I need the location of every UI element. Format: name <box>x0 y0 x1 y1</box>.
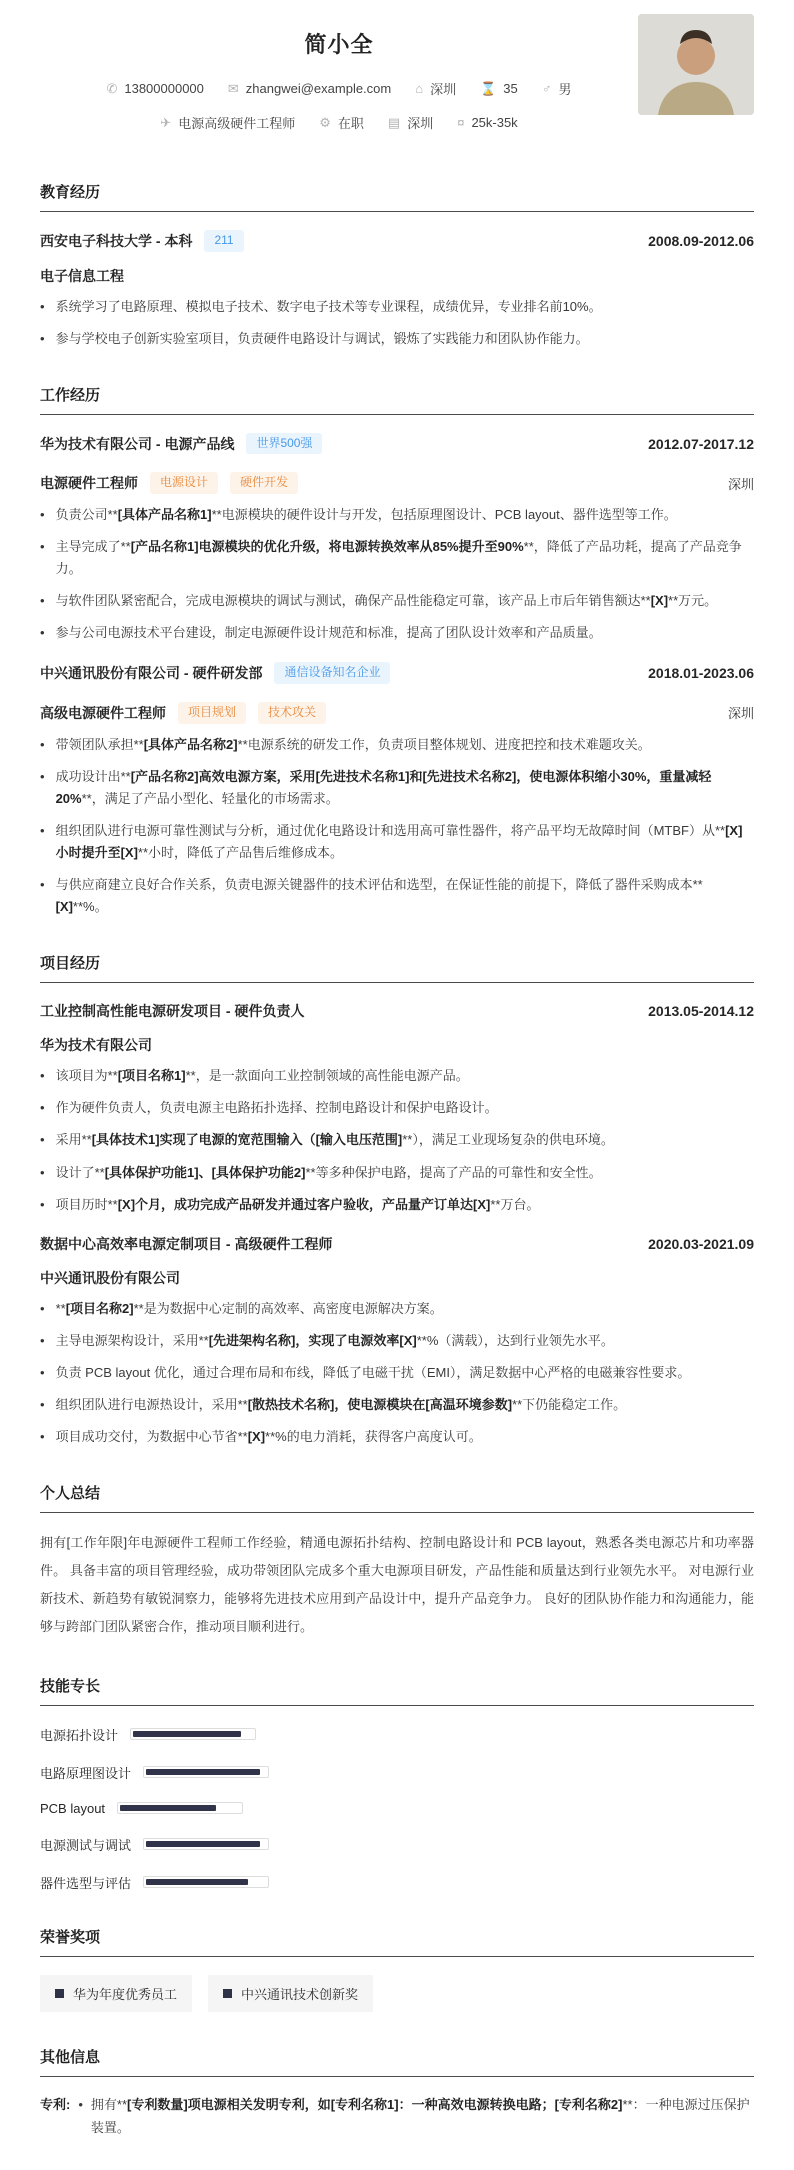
bold-text: [专利数量]项电源相关发明专利，如[专利名称1]：一种高效电源转换电路；[专利名称2] <box>127 2096 623 2112</box>
contact-value: 男 <box>558 82 572 97</box>
skill-name: PCB layout <box>40 1800 106 1816</box>
bullet-text: 负责 PCB layout 优化，通过合理布局和布线，降低了电磁干扰（EMI），满足数据中心严格的电磁兼容性要求。 <box>55 1364 691 1380</box>
project-name: 工业控制高性能电源研发项目 - 硬件负责人 <box>40 1003 305 1020</box>
work-entries <box>40 433 754 919</box>
bullet-marker: • <box>40 736 45 752</box>
bullet-text: 设计了**[具体保护功能1]、[具体保护功能2]**等多种保护电路，提高了产品的可靠性和安全性。 <box>55 1164 602 1180</box>
bold-text: [产品名称1]电源模块的优化升级，将电源转换效率从85%提升至90% <box>130 539 524 555</box>
bullet-text: 参与学校电子创新实验室项目，负责硬件电路设计与调试，锻炼了实践能力和团队协作能力。 <box>55 330 589 346</box>
bullet-text: 主导完成了**[产品名称1]电源模块的优化升级，将电源转换效率从85%提升至90%**，降低了产品功耗，提高了产品竞争力。 <box>55 539 742 577</box>
honor-badge <box>208 1975 373 2012</box>
contact-item-hometown <box>415 79 456 98</box>
bullet-item <box>40 874 754 918</box>
square-icon <box>223 1989 232 1998</box>
bold-text: [具体产品名称2] <box>143 736 238 752</box>
skill-bar <box>143 1766 269 1778</box>
bullet-list <box>40 1298 754 1448</box>
bullet-item <box>40 766 754 810</box>
summary-text: 拥有[工作年限]年电源硬件工程师工作经验，精通电源拓扑结构、控制电路设计和 PCB layout，熟悉各类电源芯片和功率器件。 具备丰富的项目管理经验，成功带领团队完成多个重大电源项目研发，产品性能和质量达到行业领先水平。 对电源行业新技术、新趋势有敏锐洞察力，能够将先进技术应用到产品设计中，提升产品竞争力。 良好的团队协作能力和沟通能力，能够与跨部门团队紧密合作，推动项目顺利进行。 <box>40 1535 754 1635</box>
project-entries <box>40 1001 754 1448</box>
skill-name: 电源测试与调试 <box>40 1837 132 1853</box>
bullet-marker: • <box>40 1300 45 1316</box>
bullet-marker: • <box>40 298 45 314</box>
age-icon: ⌛ <box>480 81 497 96</box>
bold-text: [X] <box>55 899 73 915</box>
project-entry-head <box>40 1234 754 1254</box>
hometown-icon: ⌂ <box>415 81 424 96</box>
bullet-marker: • <box>40 625 45 641</box>
work-date: 2012.07-2017.12 <box>648 435 754 452</box>
bullet-marker: • <box>40 1397 45 1413</box>
work-location: 深圳 <box>727 706 754 722</box>
job-status-icon: ⚙ <box>319 115 331 130</box>
email-icon: ✉ <box>227 81 239 96</box>
skill-level-fill <box>146 1769 260 1775</box>
bullet-marker: • <box>40 330 45 346</box>
contact-value: 35 <box>503 81 518 96</box>
bold-text: [具体产品名称1] <box>117 506 212 522</box>
education-date: 2008.09-2012.06 <box>648 232 754 249</box>
bullet-text: 与供应商建立良好合作关系，负责电源关键器件的技术评估和选型，在保证性能的前提下，降低了器件采购成本**[X]**%。 <box>55 877 703 915</box>
work-entry-head <box>40 662 754 684</box>
bullet-item <box>40 734 754 756</box>
patent-line <box>40 2093 754 2140</box>
contact-item-email <box>228 81 391 96</box>
bullet-marker: • <box>40 1100 45 1116</box>
bold-text: [具体保护功能1]、[具体保护功能2] <box>104 1164 306 1180</box>
role-tag: 电源设计 <box>150 472 218 494</box>
skill-level-fill <box>146 1841 260 1847</box>
bullet-item <box>40 622 754 644</box>
bullet-marker: • <box>78 2096 83 2112</box>
square-icon <box>55 1989 64 1998</box>
bullet-marker: • <box>40 506 45 522</box>
bullet-list <box>40 296 754 350</box>
bullet-list <box>40 734 754 919</box>
bullet-marker: • <box>40 593 45 609</box>
bullet-marker: • <box>40 768 45 784</box>
work-title: 工作经历 <box>40 384 754 415</box>
bullet-text: 带领团队承担**[具体产品名称2]**电源系统的研发工作，负责项目整体规划、进度把控和技术难题攻关。 <box>55 736 651 752</box>
project-org: 华为技术有限公司 <box>40 1037 152 1054</box>
school-name: 西安电子科技大学 - 本科 <box>40 232 193 249</box>
project-name-row <box>40 1001 304 1021</box>
contact-value: 深圳 <box>430 82 457 97</box>
contact-item-job-status <box>319 113 364 132</box>
bold-text: [X] <box>650 593 669 609</box>
bullet-text: 组织团队进行电源热设计，采用**[散热技术名称]，使电源模块在[高温环境参数]**下仍能稳定工作。 <box>55 1397 627 1413</box>
bullet-list <box>40 504 754 644</box>
project-date: 2020.03-2021.09 <box>648 1235 754 1252</box>
contact-item-age <box>480 81 518 96</box>
project-name-row <box>40 1234 332 1254</box>
section-education <box>40 181 754 350</box>
work-role-head <box>40 702 754 724</box>
company-row <box>40 433 322 455</box>
bullet-item <box>40 1394 754 1416</box>
bullet-text: 负责公司**[具体产品名称1]**电源模块的硬件设计与开发，包括原理图设计、PCB layout、器件选型等工作。 <box>55 506 677 522</box>
section-summary <box>40 1482 754 1641</box>
role-row <box>40 472 298 494</box>
bullet-item <box>40 1194 754 1216</box>
summary-title: 个人总结 <box>40 1482 754 1513</box>
phone-icon: ✆ <box>106 81 118 96</box>
bullet-text: 参与公司电源技术平台建设，制定电源硬件设计规范和标准，提高了团队设计效率和产品质量。 <box>55 625 602 641</box>
bullet-list <box>40 1065 754 1215</box>
skill-name: 电路原理图设计 <box>40 1765 132 1781</box>
bullet-text: 组织团队进行电源可靠性测试与分析，通过优化电路设计和选用高可靠性器件，将产品平均无故障时间（MTBF）从**[X]小时提升至[X]**小时，降低了产品售后维修成本。 <box>55 822 743 860</box>
skill-level-fill <box>146 1879 248 1885</box>
bullet-marker: • <box>40 539 45 555</box>
skill-row <box>40 1801 754 1816</box>
section-skills <box>40 1675 754 1892</box>
education-entry-head <box>40 230 754 252</box>
bullet-text: 该项目为**[项目名称1]**，是一款面向工业控制领域的高性能电源产品。 <box>55 1068 469 1084</box>
bullet-text: 作为硬件负责人，负责电源主电路拓扑选择、控制电路设计和保护电路设计。 <box>55 1100 498 1116</box>
bullet-text: **[项目名称2]**是为数据中心定制的高效率、高密度电源解决方案。 <box>55 1300 443 1316</box>
contact-item-gender <box>542 79 572 98</box>
contact-value: zhangwei@example.com <box>245 81 392 96</box>
skill-level-fill <box>133 1731 241 1737</box>
honor-label: 华为年度优秀员工 <box>73 1986 178 2002</box>
project-org: 中兴通讯股份有限公司 <box>40 1269 180 1286</box>
skill-bar <box>143 1838 269 1850</box>
bullet-item <box>40 1330 754 1352</box>
contact-value: 电源高级硬件工程师 <box>178 116 296 131</box>
profile-photo <box>638 14 754 115</box>
bullet-item <box>40 328 754 350</box>
bold-text: [具体技术1]实现了电源的宽范围输入（[输入电压范围] <box>91 1132 403 1148</box>
bold-text: [项目名称2] <box>65 1300 134 1316</box>
bullet-marker: • <box>40 1332 45 1348</box>
bullet-item <box>40 1129 754 1151</box>
bullet-item <box>40 1298 754 1320</box>
bold-text: [项目名称1] <box>117 1068 186 1084</box>
work-entry-head <box>40 433 754 455</box>
bold-text: [X]小时提升至[X] <box>55 822 743 860</box>
contact-value: 深圳 <box>407 116 434 131</box>
section-other <box>40 2046 754 2140</box>
profile-photo-image <box>638 14 754 115</box>
work-role-head <box>40 472 754 494</box>
skill-row <box>40 1763 754 1782</box>
role-name: 电源硬件工程师 <box>40 475 138 492</box>
honors-title: 荣誉奖项 <box>40 1926 754 1957</box>
bullet-item <box>40 536 754 580</box>
education-entries <box>40 230 754 350</box>
work-date: 2018.01-2023.06 <box>648 665 754 682</box>
company-tag: 通信设备知名企业 <box>274 662 390 684</box>
bullet-text: 与软件团队紧密配合，完成电源模块的调试与测试，确保产品性能稳定可靠，该产品上市后年销售额达**[X]**万元。 <box>55 593 718 609</box>
skill-bar <box>117 1802 243 1814</box>
bullet-text: 采用**[具体技术1]实现了电源的宽范围输入（[输入电压范围]**），满足工业现场复杂的供电环境。 <box>55 1132 614 1148</box>
salary-icon: ¤ <box>457 115 465 130</box>
bullet-item <box>40 1097 754 1119</box>
bullet-item <box>40 1162 754 1184</box>
work-location: 深圳 <box>727 476 754 492</box>
role-name: 高级电源硬件工程师 <box>40 704 166 721</box>
company-tag: 世界500强 <box>246 433 322 455</box>
project-date: 2013.05-2014.12 <box>648 1003 754 1020</box>
bullet-item <box>40 590 754 612</box>
bullet-item <box>40 1065 754 1087</box>
bullet-marker: • <box>40 1132 45 1148</box>
skill-row <box>40 1835 754 1854</box>
bullet-item <box>40 1362 754 1384</box>
bullet-text: 系统学习了电路原理、模拟电子技术、数字电子技术等专业课程，成绩优异，专业排名前10%。 <box>55 298 602 314</box>
honor-label: 中兴通讯技术创新奖 <box>241 1986 359 2002</box>
role-tag: 技术攻关 <box>258 702 326 724</box>
bullet-item <box>40 504 754 526</box>
patent-text: 拥有**[专利数量]项电源相关发明专利，如[专利名称1]：一种高效电源转换电路；[专利名称2]**：一种电源过压保护装置。 <box>90 2096 750 2136</box>
skill-name: 电源拓扑设计 <box>40 1727 119 1743</box>
job-intention-icon: ✈ <box>160 115 172 130</box>
contact-value: 13800000000 <box>124 81 204 96</box>
candidate-name: 简小全 <box>304 32 374 57</box>
bullet-marker: • <box>40 1429 45 1445</box>
bold-text: [散热技术名称]，使电源模块在[高温环境参数] <box>247 1397 513 1413</box>
role-tag: 项目规划 <box>178 702 246 724</box>
bullet-text: 主导电源架构设计，采用**[先进架构名称]，实现了电源效率[X]**%（满载），达到行业领先水平。 <box>55 1332 614 1348</box>
skills-title: 技能专长 <box>40 1675 754 1706</box>
contact-value: 25k-35k <box>471 115 518 130</box>
bold-text: [X]个月，成功完成产品研发并通过客户验收，产品量产订单达[X] <box>117 1196 491 1212</box>
bullet-item <box>40 820 754 864</box>
bullet-text: 项目历时**[X]个月，成功完成产品研发并通过客户验收，产品量产订单达[X]**万台。 <box>55 1196 540 1212</box>
skill-list <box>40 1725 754 1892</box>
section-work <box>40 384 754 919</box>
skill-row <box>40 1725 754 1744</box>
honor-badges <box>40 1975 754 2012</box>
skill-bar <box>143 1876 269 1888</box>
contact-value: 在职 <box>337 116 364 131</box>
bullet-marker: • <box>40 1164 45 1180</box>
bullet-marker: • <box>40 1068 45 1084</box>
company-name: 中兴通讯股份有限公司 - 硬件研发部 <box>40 665 263 682</box>
role-tag: 硬件开发 <box>230 472 298 494</box>
skill-level-fill <box>120 1805 216 1811</box>
bullet-marker: • <box>40 822 45 838</box>
bold-text: [先进架构名称]，实现了电源效率[X] <box>208 1332 417 1348</box>
contact-item-city <box>388 113 433 132</box>
contact-item-phone <box>106 81 203 96</box>
bullet-marker: • <box>40 877 45 893</box>
section-honors <box>40 1926 754 2012</box>
bullet-marker: • <box>40 1196 45 1212</box>
project-name: 数据中心高效率电源定制项目 - 高级硬件工程师 <box>40 1235 333 1252</box>
contact-item-job-intention <box>160 113 295 132</box>
honor-badge <box>40 1975 192 2012</box>
skill-bar <box>130 1728 256 1740</box>
bullet-marker: • <box>40 1364 45 1380</box>
resume-header <box>40 14 754 147</box>
company-name: 华为技术有限公司 - 电源产品线 <box>40 435 235 452</box>
bold-text: [产品名称2]高效电源方案，采用[先进技术名称1]和[先进技术名称2]，使电源体积缩小30%，重量减轻20% <box>55 768 712 806</box>
skill-row <box>40 1873 754 1892</box>
bullet-item <box>40 296 754 318</box>
school-row <box>40 230 244 252</box>
bullet-text: 项目成功交付，为数据中心节省**[X]**%的电力消耗，获得客户高度认可。 <box>55 1429 482 1445</box>
education-title: 教育经历 <box>40 181 754 212</box>
patent-label: 专利: <box>40 2096 71 2112</box>
school-tag: 211 <box>204 230 243 252</box>
projects-title: 项目经历 <box>40 952 754 983</box>
company-row <box>40 662 390 684</box>
major-name: 电子信息工程 <box>40 267 124 284</box>
project-entry-head <box>40 1001 754 1021</box>
gender-icon: ♂ <box>541 81 552 96</box>
contact-item-salary <box>457 115 517 130</box>
bold-text: [X] <box>247 1429 266 1445</box>
section-projects <box>40 952 754 1448</box>
city-icon: ▤ <box>387 115 401 130</box>
other-title: 其他信息 <box>40 2046 754 2077</box>
header-main <box>40 14 638 147</box>
role-row <box>40 702 326 724</box>
contact-row-1 <box>40 79 638 98</box>
bullet-item <box>40 1426 754 1448</box>
skill-name: 器件选型与评估 <box>40 1875 132 1891</box>
contact-row-2 <box>40 113 638 132</box>
bullet-text: 成功设计出**[产品名称2]高效电源方案，采用[先进技术名称1]和[先进技术名称2]，使电源体积缩小30%，重量减轻20%**，满足了产品小型化、轻量化的市场需求。 <box>55 768 712 806</box>
